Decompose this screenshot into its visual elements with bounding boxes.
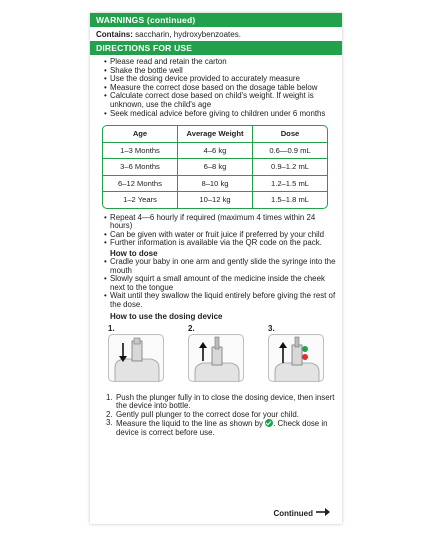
list-item: • Wait until they swallow the liquid entirely before giving the rest of the dose. (104, 292, 336, 309)
list-item: • Repeat 4—6 hourly if required (maximum 4 times within 24 hours) (104, 214, 336, 231)
item-number: 2. (106, 409, 113, 419)
list-item: • Use the dosing device provided to accurately measure (104, 75, 336, 84)
list-item: • Measure the correct dose based on the dosage table below (104, 84, 336, 93)
more-directions-list (96, 214, 336, 248)
check-circle-icon (265, 419, 273, 427)
table-header: Average Weight (178, 126, 253, 142)
device-step-2 (188, 324, 246, 382)
table-cell: 0.9–1.2 mL (271, 162, 309, 172)
continued-label (273, 508, 330, 518)
list-item (106, 411, 336, 420)
list-item: • Can be given with water or fruit juice if preferred by your child (104, 231, 336, 240)
list-item (106, 419, 336, 437)
item-text: Gently pull plunger to the correct dose for your child. (116, 409, 299, 419)
contains-label: Contains: (96, 30, 133, 39)
list-item: • Further information is available via the QR code on the pack. (104, 239, 336, 248)
table-cell: 4–6 kg (178, 143, 253, 159)
table-cell: 1–2 Years (103, 192, 178, 208)
directions-list (96, 58, 336, 118)
item-text: Push the plunger fully in to close the dosing device, then insert the device into bottle. (116, 392, 335, 411)
list-item: • Shake the bottle well (104, 67, 336, 76)
device-instructions (96, 394, 336, 438)
arrow-right-icon (316, 508, 330, 518)
device-title: How to use the dosing device (110, 311, 223, 321)
table-row (103, 143, 327, 160)
item-number: 1. (106, 392, 113, 402)
table-cell: 6–8 kg (178, 159, 253, 175)
how-to-dose-list (96, 258, 336, 310)
table-header: Dose (280, 129, 300, 139)
syringe-measure-illustration (268, 334, 324, 382)
table-header-row (103, 126, 327, 143)
step-number: 3. (268, 323, 275, 333)
device-step-1 (108, 324, 166, 382)
list-item: • Cradle your baby in one arm and gently slide the syringe into the mouth (104, 258, 336, 275)
warnings-header: WARNINGS (continued) (90, 13, 342, 27)
list-item: • Slowly squirt a small amount of the medicine inside the cheek next to the tongue (104, 275, 336, 292)
syringe-pull-illustration (188, 334, 244, 382)
table-row (103, 159, 327, 176)
table-row (103, 192, 327, 208)
table-cell: 0.6—0.9 mL (269, 145, 311, 155)
dosage-table (102, 125, 328, 209)
list-item (106, 394, 336, 411)
table-cell: 1–3 Months (103, 143, 178, 159)
step-number: 1. (108, 323, 115, 333)
item-text: Measure the liquid to the line as shown by (116, 419, 266, 429)
list-item: • Please read and retain the carton (104, 58, 336, 67)
list-item: • Seek medical advice before giving to children under 6 months (104, 110, 336, 119)
table-cell: 6–12 Months (103, 176, 178, 192)
contains-value: saccharin, hydroxybenzoates. (132, 30, 241, 39)
table-header: Age (103, 126, 178, 142)
leaflet-panel (90, 13, 342, 524)
table-cell: 1.2–1.5 mL (271, 178, 309, 188)
item-text: . Check dose in device is correct before use. (116, 419, 328, 437)
table-cell: 1.5–1.8 mL (271, 195, 309, 205)
directions-header: DIRECTIONS FOR USE (90, 41, 342, 55)
contains-line (96, 30, 336, 39)
step-number: 2. (188, 323, 195, 333)
how-to-dose-title: How to dose (110, 249, 158, 259)
list-item: • Calculate correct dose based on child's weight. If weight is unknown, use the child's age (104, 92, 336, 109)
syringe-push-illustration (108, 334, 164, 382)
table-cell: 8–10 kg (178, 176, 253, 192)
table-cell: 3–6 Months (103, 159, 178, 175)
continued-text: Continued (273, 508, 313, 518)
device-step-3 (268, 324, 326, 382)
item-number: 3. (106, 418, 113, 428)
table-row (103, 176, 327, 193)
device-steps (108, 324, 326, 382)
table-cell: 10–12 kg (178, 192, 253, 208)
